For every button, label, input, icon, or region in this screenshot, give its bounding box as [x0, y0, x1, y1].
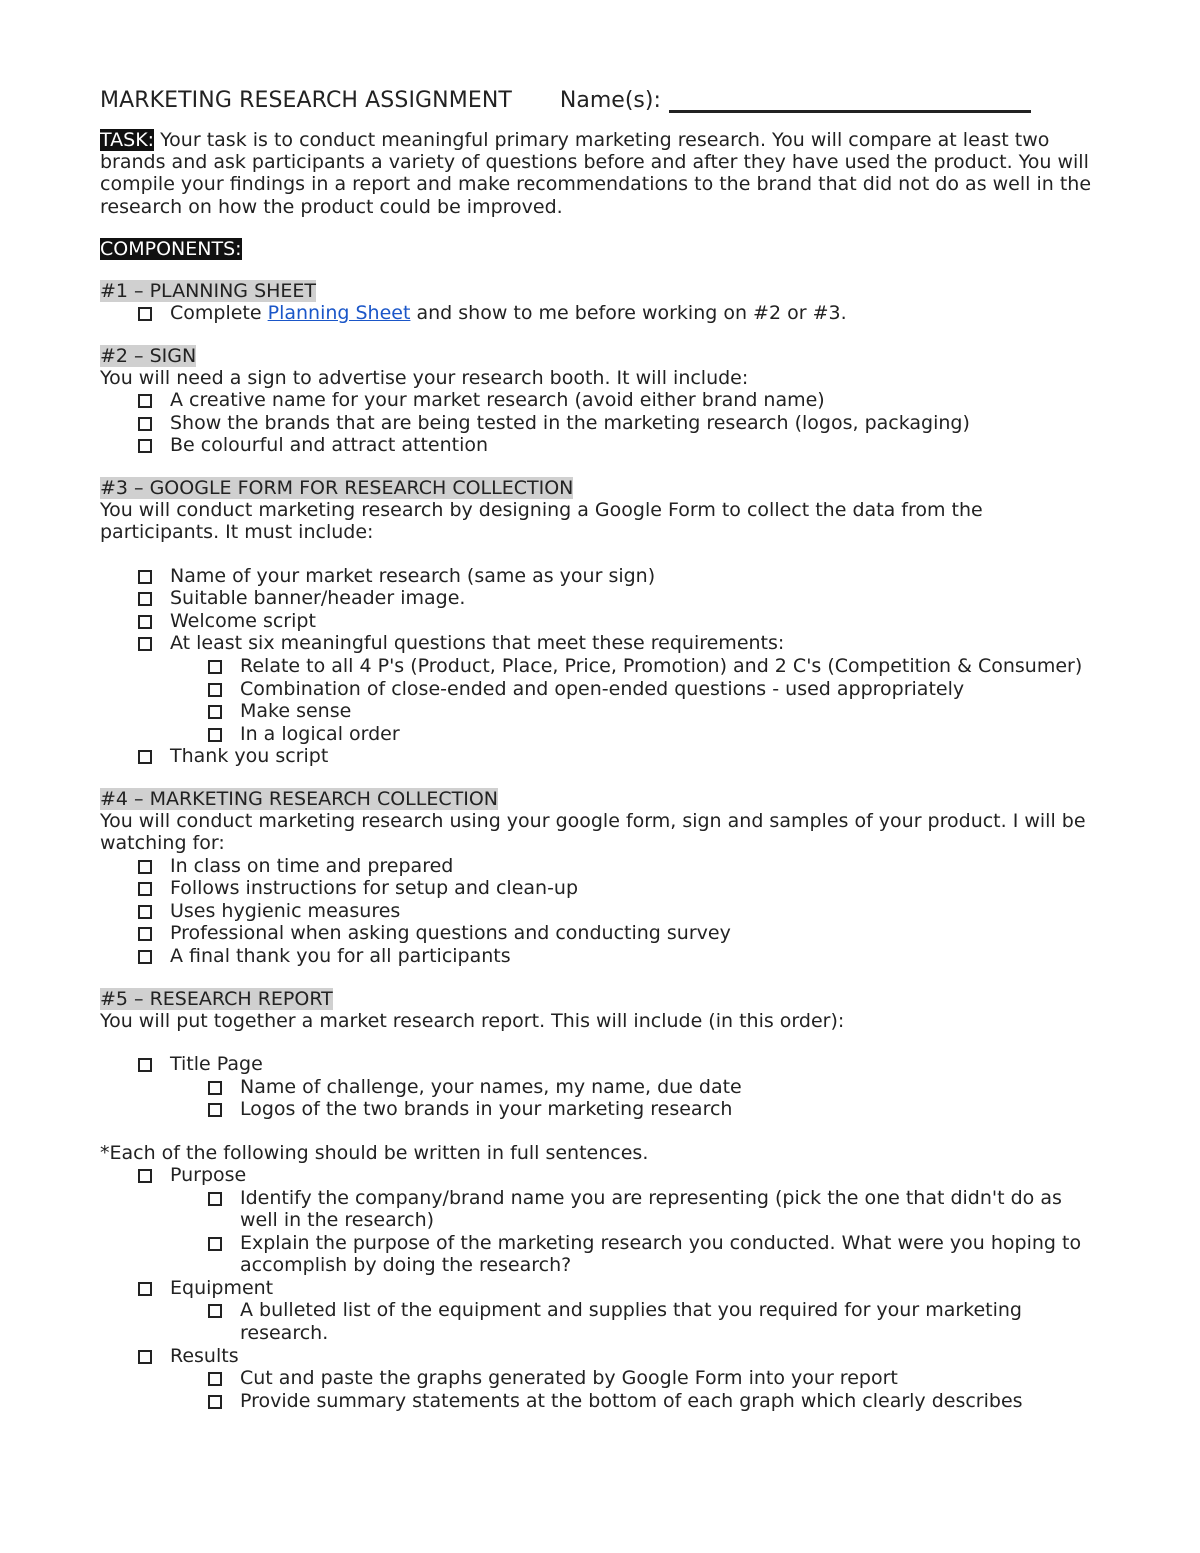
section-5-heading: #5 – RESEARCH REPORT [100, 987, 333, 1010]
list-item: Equipment [100, 1277, 1100, 1300]
checkbox-icon[interactable] [208, 1103, 222, 1117]
sub-list-item: Combination of close-ended and open-ended questions - used appropriately [100, 678, 1100, 701]
full-sentences-note: *Each of the following should be written in full sentences. [100, 1141, 649, 1164]
sub-list-item: Cut and paste the graphs generated by Google Form into your report [100, 1367, 1100, 1390]
sub-list-item: In a logical order [100, 723, 1100, 746]
section-4-intro: You will conduct marketing research using your google form, sign and samples of your product. I will be watching for: [100, 810, 1086, 855]
checkbox-icon[interactable] [138, 1058, 152, 1072]
checkbox-icon[interactable] [138, 927, 152, 941]
list-item: Results [100, 1345, 1100, 1368]
list-item: Welcome script [100, 610, 1100, 633]
list-item: A final thank you for all participants [100, 945, 1100, 968]
checkbox-icon[interactable] [208, 1395, 222, 1409]
section-2-heading: #2 – SIGN [100, 344, 197, 367]
document-title: MARKETING RESEARCH ASSIGNMENT [100, 88, 512, 113]
checkbox-icon[interactable] [138, 570, 152, 584]
section-5-list-b [100, 1164, 1100, 1413]
task-text: Your task is to conduct meaningful primary marketing research. You will compare at least two brands and ask participants a variety of questions before and after they have used the product. You will compile your findings in a report and make recommendations to the brand that did not do as well in the research on how the product could be improved. [100, 129, 1092, 218]
checkbox-icon[interactable] [208, 660, 222, 674]
name-blank-line [669, 88, 1031, 113]
sub-list-item: Relate to all 4 P's (Product, Place, Price, Promotion) and 2 C's (Competition & Consumer) [100, 655, 1100, 678]
sub-list-item: A bulleted list of the equipment and supplies that you required for your marketing research. [100, 1299, 1100, 1344]
section-2-intro: You will need a sign to advertise your research booth. It will include: [100, 367, 749, 390]
section-2-list [100, 389, 1100, 457]
checkbox-icon[interactable] [208, 1081, 222, 1095]
list-item: Professional when asking questions and conducting survey [100, 922, 1100, 945]
checkbox-icon[interactable] [138, 860, 152, 874]
list-item: Show the brands that are being tested in the marketing research (logos, packaging) [100, 412, 1100, 435]
planning-sheet-link[interactable]: Planning Sheet [267, 302, 411, 325]
section-4-list [100, 855, 1100, 968]
list-item: Title Page [100, 1053, 1100, 1076]
list-item: Follows instructions for setup and clean-up [100, 877, 1100, 900]
sub-list-item: Make sense [100, 700, 1100, 723]
list-item: Thank you script [100, 745, 1100, 768]
checkbox-icon[interactable] [208, 1192, 222, 1206]
checkbox-icon[interactable] [138, 307, 152, 321]
title-row [100, 83, 1100, 113]
list-item: Uses hygienic measures [100, 900, 1100, 923]
checkbox-icon[interactable] [138, 905, 152, 919]
sub-list-item: Logos of the two brands in your marketing research [100, 1098, 1100, 1121]
checkbox-icon[interactable] [138, 615, 152, 629]
name-label: Name(s): [559, 88, 661, 113]
list-item: At least six meaningful questions that meet these requirements: [100, 632, 1100, 655]
sub-list-item: Identify the company/brand name you are representing (pick the one that didn't do as well in the research) [100, 1187, 1100, 1232]
checkbox-icon[interactable] [138, 882, 152, 896]
checkbox-icon[interactable] [138, 439, 152, 453]
section-5-list-a [100, 1053, 1100, 1121]
checkbox-icon[interactable] [138, 1169, 152, 1183]
list-item: A creative name for your market research (avoid either brand name) [100, 389, 1100, 412]
section-4-heading: #4 – MARKETING RESEARCH COLLECTION [100, 787, 498, 810]
checkbox-icon[interactable] [138, 1350, 152, 1364]
sub-list-item: Explain the purpose of the marketing research you conducted. What were you hoping to accomplish by doing the research? [100, 1232, 1100, 1277]
checkbox-icon[interactable] [208, 1237, 222, 1251]
components-heading: COMPONENTS: [100, 237, 242, 260]
checkbox-icon[interactable] [208, 705, 222, 719]
checkbox-icon[interactable] [138, 592, 152, 606]
checkbox-icon[interactable] [208, 1372, 222, 1386]
checkbox-icon[interactable] [208, 683, 222, 697]
checkbox-icon[interactable] [138, 1282, 152, 1296]
checkbox-icon[interactable] [138, 417, 152, 431]
task-label: TASK: [100, 129, 155, 151]
section-1-heading: #1 – PLANNING SHEET [100, 280, 317, 303]
list-item: In class on time and prepared [100, 855, 1100, 878]
list-item: Complete Planning Sheet and show to me before working on #2 or #3. [100, 302, 1100, 325]
section-5-intro: You will put together a market research report. This will include (in this order): [100, 1009, 845, 1032]
checkbox-icon[interactable] [138, 950, 152, 964]
section-3-heading: #3 – GOOGLE FORM FOR RESEARCH COLLECTION [100, 477, 574, 499]
list-item: Name of your market research (same as your sign) [100, 565, 1100, 588]
list-item: Suitable banner/header image. [100, 587, 1100, 610]
section-3-list [100, 565, 1100, 768]
checkbox-icon[interactable] [208, 728, 222, 742]
list-item: Purpose [100, 1164, 1100, 1187]
task-paragraph [100, 129, 1100, 218]
sub-list-item: Provide summary statements at the bottom of each graph which clearly describes [100, 1390, 1100, 1413]
checkbox-icon[interactable] [138, 750, 152, 764]
section-1-list [100, 302, 1100, 325]
checkbox-icon[interactable] [138, 394, 152, 408]
checkbox-icon[interactable] [138, 637, 152, 651]
sub-list-item: Name of challenge, your names, my name, due date [100, 1076, 1100, 1099]
section-3-intro: You will conduct marketing research by designing a Google Form to collect the data from the participants. It must include: [100, 499, 983, 544]
list-item: Be colourful and attract attention [100, 434, 1100, 457]
checkbox-icon[interactable] [208, 1304, 222, 1318]
